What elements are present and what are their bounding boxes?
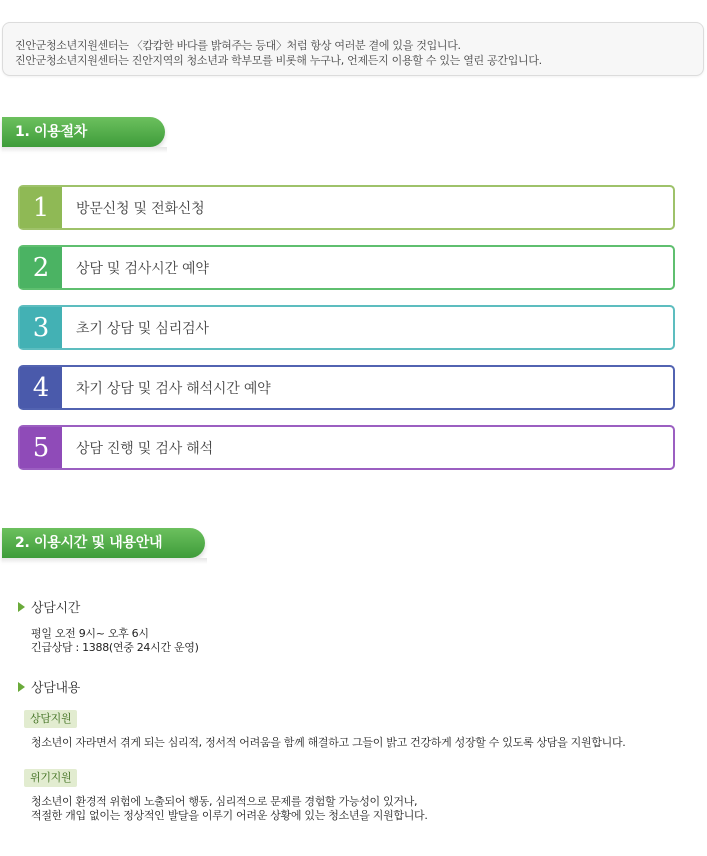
step-label: 차기 상담 및 검사 해석시간 예약 bbox=[76, 380, 271, 397]
counseling-support-text: 청소년이 자라면서 겪게 되는 심리적, 정서적 어려움을 함께 해결하고 그들이 밝고 건강하게 성장할 수 있도록 상담을 지원합니다. bbox=[31, 736, 626, 749]
step-label: 상담 진행 및 검사 해석 bbox=[76, 440, 213, 457]
triangle-bullet-icon bbox=[18, 682, 25, 692]
step-2 bbox=[18, 245, 675, 290]
tag-counseling-support: 상담지원 bbox=[24, 710, 77, 728]
triangle-bullet-icon bbox=[18, 602, 25, 612]
hours-heading bbox=[18, 597, 80, 616]
hours-line-1: 평일 오전 9시~ 오후 6시 bbox=[31, 627, 149, 640]
hours-heading-label: 상담시간 bbox=[31, 601, 81, 616]
intro-line-2: 진안군청소년지원센터는 진안지역의 청소년과 학부모를 비롯해 누구나, 언제든지 이용할 수 있는 열린 공간입니다. bbox=[15, 54, 542, 67]
step-5 bbox=[18, 425, 675, 470]
step-label: 초기 상담 및 심리검사 bbox=[76, 320, 209, 337]
contents-heading-label: 상담내용 bbox=[31, 681, 81, 696]
tag-crisis-support: 위기지원 bbox=[24, 769, 77, 787]
step-3 bbox=[18, 305, 675, 350]
step-number: 1 bbox=[20, 187, 62, 228]
crisis-support-text-2: 적절한 개입 없이는 정상적인 발달을 이루기 어려운 상황에 있는 청소년을 지원합니다. bbox=[31, 809, 428, 822]
contents-heading bbox=[18, 677, 80, 696]
step-number: 5 bbox=[20, 427, 62, 468]
step-number: 3 bbox=[20, 307, 62, 348]
intro-line-1: 진안군청소년지원센터는 〈캄캄한 바다를 밝혀주는 등대〉처럼 항상 여러분 곁에 있을 것입니다. bbox=[15, 39, 461, 52]
step-number: 2 bbox=[20, 247, 62, 288]
crisis-support-text-1: 청소년이 환경적 위험에 노출되어 행동, 심리적으로 문제를 경험할 가능성이 있거나, bbox=[31, 795, 418, 808]
intro-box bbox=[2, 22, 704, 76]
section-title-shadow bbox=[2, 558, 207, 564]
step-label: 상담 및 검사시간 예약 bbox=[76, 260, 209, 277]
procedure-steps bbox=[18, 185, 675, 485]
section-title-hours-info: 2. 이용시간 및 내용안내 bbox=[2, 528, 205, 558]
step-number: 4 bbox=[20, 367, 62, 408]
step-1 bbox=[18, 185, 675, 230]
section-title-shadow bbox=[2, 147, 167, 153]
section-title-procedure: 1. 이용절차 bbox=[2, 117, 165, 147]
step-4 bbox=[18, 365, 675, 410]
step-label: 방문신청 및 전화신청 bbox=[76, 200, 205, 217]
hours-line-2: 긴급상담 : 1388(연중 24시간 운영) bbox=[31, 641, 199, 654]
